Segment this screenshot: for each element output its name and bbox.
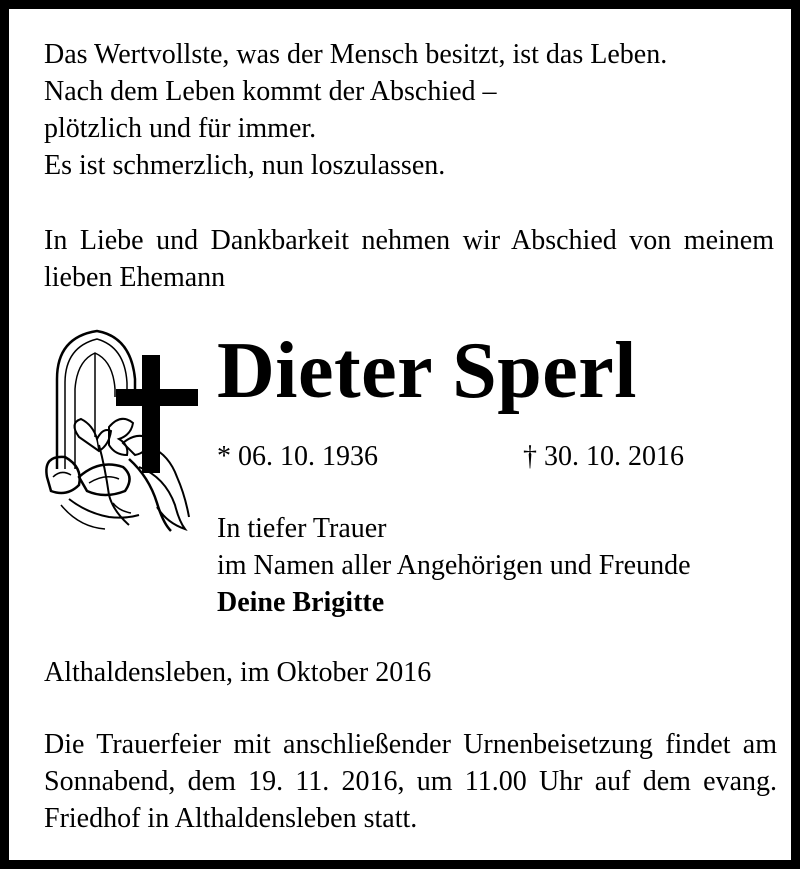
opening-quote <box>44 36 784 184</box>
signature: Deine Brigitte <box>217 587 385 618</box>
mourning-line: im Namen aller Angehörigen und Freunde <box>217 550 691 581</box>
quote-line: Es ist schmerzlich, nun loszulassen. <box>44 150 446 181</box>
death-date: † 30. 10. 2016 <box>523 441 684 472</box>
quote-line: plötzlich und für immer. <box>44 113 317 144</box>
cross-with-arch-and-lilies-icon <box>39 327 201 535</box>
quote-line: Das Wertvollste, was der Mensch besitzt, ist das Leben. <box>44 39 668 70</box>
place-and-date: Althaldensleben, im Oktober 2016 <box>44 657 432 688</box>
mourning-line: In tiefer Trauer <box>217 513 387 544</box>
intro-text: In Liebe und Dankbarkeit nehmen wir Abschied von meinem lieben Ehemann <box>44 225 774 293</box>
mourning-block <box>217 510 691 621</box>
birth-date: * 06. 10. 1936 <box>217 441 378 472</box>
funeral-notice: Die Trauerfeier mit anschließender Urnenbeisetzung findet am Sonnabend, dem 19. 11. 2016, um 11.00 Uhr auf dem evang. Friedhof in Althaldensleben statt. <box>44 729 777 834</box>
deceased-name: Dieter Sperl <box>217 327 637 415</box>
quote-line: Nach dem Leben kommt der Abschied – <box>44 76 497 107</box>
